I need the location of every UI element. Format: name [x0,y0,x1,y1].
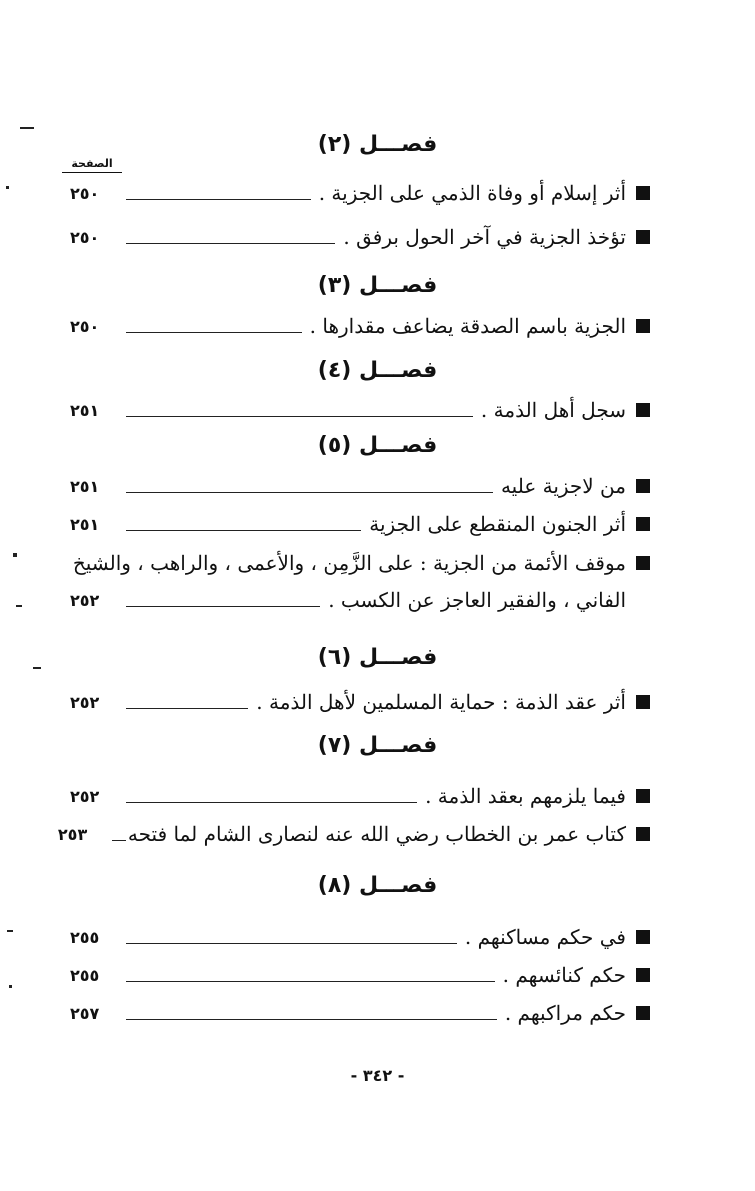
dot-leader [126,1019,497,1020]
dot-leader [126,981,495,982]
dot-leader [126,332,302,333]
dot-leader [126,943,457,944]
toc-entry[interactable] [70,394,650,426]
entry-title: أثر الجنون المنقطع على الجزية [369,512,626,536]
dot-leader [112,840,126,841]
entry-title: موقف الأئمة من الجزية : على الزَّمِن ، والأعمى ، والراهب ، والشيخ [72,551,626,575]
dot-leader [126,606,320,607]
square-bullet-icon [636,789,650,803]
toc-entry[interactable] [70,686,650,718]
entry-page: ٢٥٠ [70,316,100,336]
entry-title: من لاجزية عليه [500,474,626,498]
scan-mark [7,930,13,932]
entry-page: ٢٥٣ [57,824,88,844]
entry-page: ٢٥١ [70,400,100,420]
dot-leader [126,708,248,709]
entry-continuation [70,582,626,618]
entry-title: سجل أهل الذمة . [480,398,626,422]
dot-leader [126,530,361,531]
section-heading: فصـــل (٧) [317,733,438,758]
toc-entry[interactable] [70,177,650,209]
entry-page: ٢٥٢ [70,590,100,610]
toc-entry[interactable] [70,997,650,1029]
dot-leader [126,492,493,493]
scan-mark [9,985,12,988]
entry-page: ٢٥٥ [70,965,100,985]
toc-entry[interactable] [57,818,650,850]
entry-page: ٢٥٠ [70,183,100,203]
entry-title: في حكم مساكنهم . [464,925,626,949]
page-number: - ٣٤٢ - [350,1066,405,1085]
entry-title-continued: الفاني ، والفقير العاجز عن الكسب . [328,588,626,612]
section-heading: فصـــل (٨) [317,873,438,898]
toc-entry[interactable] [70,310,650,342]
dot-leader [126,243,335,244]
entry-title: كتاب عمر بن الخطاب رضي الله عنه لنصارى الشام لما فتحه [127,822,626,846]
section-heading: فصـــل (٦) [317,645,438,670]
scan-mark [16,605,22,607]
entry-page: ٢٥١ [70,514,100,534]
dot-leader [126,199,311,200]
dot-leader [126,802,417,803]
square-bullet-icon [636,930,650,944]
entry-page: ٢٥٠ [70,227,100,247]
section-heading: فصـــل (٤) [317,358,438,383]
dot-leader [126,416,473,417]
square-bullet-icon [636,695,650,709]
section-heading: فصـــل (٢) [317,132,438,157]
toc-entry[interactable] [70,470,650,502]
entry-multiline [70,546,626,618]
toc-entry[interactable] [70,921,650,953]
toc-entry[interactable] [70,508,650,540]
entry-page: ٢٥٢ [70,786,100,806]
toc-entry[interactable] [70,221,650,253]
entry-title: أثر عقد الذمة : حماية المسلمين لأهل الذمة . [256,690,626,714]
entry-title: أثر إسلام أو وفاة الذمي على الجزية . [318,181,626,205]
entry-title: حكم كنائسهم . [502,963,626,987]
scan-mark [13,553,17,557]
entry-title: فيما يلزمهم بعقد الذمة . [425,784,626,808]
section-heading: فصـــل (٥) [317,433,438,458]
square-bullet-icon [636,827,650,841]
square-bullet-icon [636,186,650,200]
section-heading: فصـــل (٣) [317,273,438,298]
entry-page: ٢٥٢ [70,692,100,712]
toc-entry[interactable] [70,959,650,991]
entry-title: تؤخذ الجزية في آخر الحول برفق . [343,225,626,249]
entry-page: ٢٥٧ [70,1003,100,1023]
square-bullet-icon [636,1006,650,1020]
square-bullet-icon [636,479,650,493]
square-bullet-icon [636,968,650,982]
page-column-label: الصفحة [62,157,122,173]
entry-title: الجزية باسم الصدقة يضاعف مقدارها . [309,314,626,338]
toc-entry[interactable] [70,546,650,620]
square-bullet-icon [636,230,650,244]
entry-page: ٢٥١ [70,476,100,496]
entry-title: حكم مراكبهم . [504,1001,626,1025]
entry-page: ٢٥٥ [70,927,100,947]
scan-mark [6,186,9,189]
square-bullet-icon [636,403,650,417]
scan-mark [20,127,34,129]
square-bullet-icon [636,517,650,531]
toc-entry[interactable] [70,780,650,812]
square-bullet-icon [636,556,650,570]
square-bullet-icon [636,319,650,333]
